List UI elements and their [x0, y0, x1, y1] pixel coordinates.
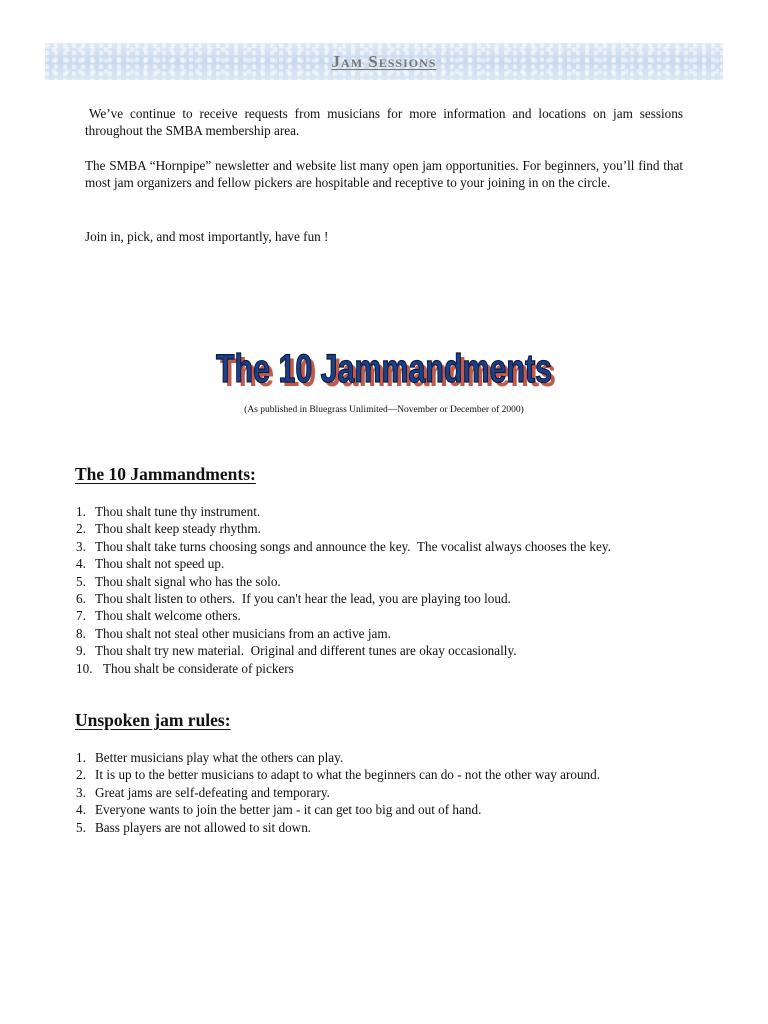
jammandment-item-text: Thou shalt keep steady rhythm.: [95, 521, 261, 537]
jammandment-item-number: 10.: [76, 660, 93, 676]
unspoken-rule-item-text: Better musicians play what the others can play.: [95, 750, 344, 765]
jammandment-item-number: 2.: [76, 521, 86, 537]
jammandment-item: [76, 538, 611, 555]
jammandment-item-text: Thou shalt take turns choosing songs and announce the key. The vocalist always chooses the key.: [95, 538, 611, 554]
jammandment-item: [76, 573, 611, 590]
unspoken-rule-item-text: Great jams are self-defeating and temporary.: [95, 784, 330, 800]
unspoken-rule-item: [76, 801, 600, 818]
jammandment-item: [76, 660, 611, 677]
jammandment-item-text: Thou shalt not steal other musicians from an active jam.: [95, 625, 391, 641]
unspoken-rule-item: [76, 819, 600, 836]
unspoken-rules-list: [76, 749, 600, 836]
unspoken-rule-item: [76, 784, 600, 801]
logo-wordart: [204, 336, 564, 398]
unspoken-rule-item-number: 3.: [76, 784, 86, 800]
jammandment-item-number: 1.: [76, 504, 86, 519]
jammandment-item: [76, 590, 611, 607]
jammandment-item: [76, 520, 611, 537]
jammandment-item-text: Thou shalt be considerate of pickers: [103, 660, 294, 676]
jammandment-item-number: 3.: [76, 538, 86, 554]
jammandment-item: [76, 642, 611, 659]
logo-text: The 10 Jammandments: [216, 347, 552, 391]
jammandments-list: [76, 503, 611, 677]
unspoken-rule-item-number: 1.: [76, 750, 86, 765]
jammandments-heading: The 10 Jammandments:: [75, 464, 256, 484]
jammandment-item-text: Thou shalt tune thy instrument.: [95, 504, 261, 519]
jammandment-item: [76, 503, 611, 520]
intro-paragraph-3: Join in, pick, and most importantly, have fun !: [85, 229, 329, 244]
unspoken-rules-heading: Unspoken jam rules:: [75, 710, 231, 730]
unspoken-rule-item-number: 2.: [76, 767, 86, 783]
unspoken-rule-item-text: It is up to the better musicians to adapt to what the beginners can do - not the other way around.: [95, 767, 601, 783]
jammandment-item-text: Thou shalt listen to others. If you can't hear the lead, you are playing too loud.: [95, 591, 511, 607]
jammandment-item-text: Thou shalt try new material. Original and different tunes are okay occasionally.: [95, 643, 517, 659]
unspoken-rule-item-number: 4.: [76, 802, 86, 818]
jammandment-item-number: 9.: [76, 643, 86, 659]
jammandment-item-number: 8.: [76, 625, 86, 641]
jammandment-item-text: Thou shalt signal who has the solo.: [95, 573, 281, 589]
intro-paragraph-2: The SMBA “Hornpipe” newsletter and website list many open jam opportunities. For beginners, you’ll find that most jam organizers and fellow pickers are hospitable and receptive to your joining in on the circle.: [85, 158, 683, 190]
jammandment-item-number: 7.: [76, 608, 86, 624]
jammandment-item-text: Thou shalt not speed up.: [95, 556, 225, 572]
jammandment-item-number: 6.: [76, 591, 86, 607]
jammandments-logo: [0, 336, 768, 398]
jammandment-item: [76, 555, 611, 572]
intro-paragraph-1: We’ve continue to receive requests from musicians for more information and locations on jam sessions throughout the SMBA membership area.: [85, 106, 683, 138]
unspoken-rule-item-text: Bass players are not allowed to sit down.: [95, 819, 312, 835]
logo-text-shadow: The 10 Jammandments: [220, 351, 556, 395]
jammandment-item-number: 5.: [76, 573, 86, 589]
unspoken-rule-item: [76, 766, 600, 783]
unspoken-rule-item: [76, 749, 600, 766]
source-note: (As published in Bluegrass Unlimited—November or December of 2000): [244, 405, 524, 415]
page-title: Jam Sessions: [331, 52, 437, 71]
unspoken-rule-item-number: 5.: [76, 819, 86, 835]
jammandment-item-text: Thou shalt welcome others.: [95, 608, 241, 624]
header-band: [45, 43, 723, 80]
jammandment-item: [76, 625, 611, 642]
jammandment-item-number: 4.: [76, 556, 86, 572]
jammandment-item: [76, 607, 611, 624]
unspoken-rule-item-text: Everyone wants to join the better jam - it can get too big and out of hand.: [95, 802, 482, 818]
